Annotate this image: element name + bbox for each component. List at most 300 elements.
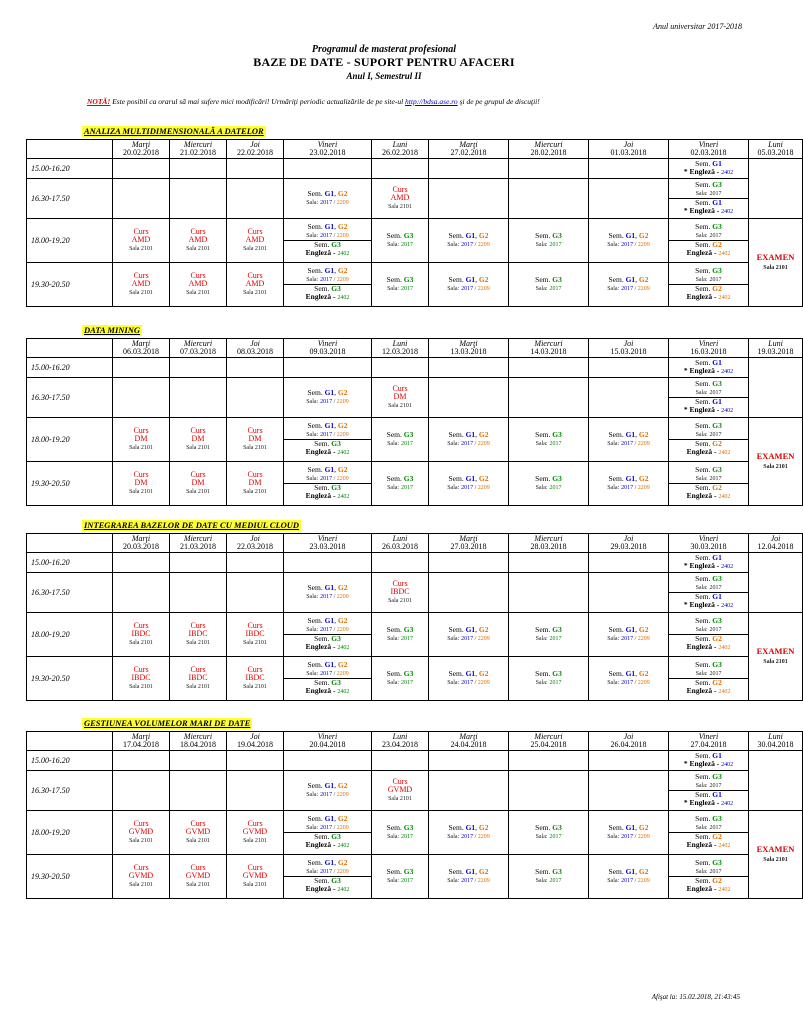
room-prefix: Sala: — [306, 476, 319, 482]
empty-cell — [227, 358, 284, 378]
room-prefix: Sala: — [695, 233, 708, 239]
course-block — [170, 427, 226, 453]
seminar-label: Sem. — [448, 430, 464, 439]
group-g2: G2 — [638, 430, 649, 439]
slot-cell — [227, 219, 284, 263]
course-block — [227, 471, 283, 497]
sep: , — [334, 266, 337, 275]
day-header — [227, 732, 284, 751]
sep: / — [473, 636, 478, 642]
course-abbr: AMD — [131, 278, 151, 288]
group-g1: G1 — [324, 266, 335, 275]
year-semester: Anul I, Semestrul II — [346, 71, 422, 81]
group-g3: G3 — [331, 678, 341, 687]
day-name: Marţi — [131, 534, 151, 543]
room-2017: 2017 — [549, 242, 562, 248]
seminar-label: Sem. — [695, 222, 711, 231]
seminar-label: Sem. — [535, 474, 551, 483]
seminar-g1-g2 — [284, 617, 371, 634]
course-label: Curs — [247, 226, 263, 236]
slot-cell — [429, 418, 509, 462]
day-name: Marţi — [459, 534, 478, 543]
day-date: 18.04.2018 — [180, 740, 216, 749]
day-date: 22.02.2018 — [237, 148, 273, 157]
slot-cell — [429, 613, 509, 657]
seminar-label: Sem. — [314, 678, 330, 687]
room-2209: 2209 — [637, 242, 650, 248]
slot-cell — [284, 855, 372, 899]
seminar-label: Sem. — [695, 159, 711, 168]
group-g3: G3 — [552, 867, 562, 876]
room-prefix: Sala: — [607, 485, 620, 491]
seminar-label: Sem. — [386, 669, 402, 678]
schedule-table — [26, 139, 803, 307]
day-name: Miercuri — [183, 534, 213, 543]
seminar-g1-g2 — [589, 868, 668, 885]
seminar-label: Sem. — [448, 669, 464, 678]
empty-cell — [372, 553, 429, 573]
seminar-g3 — [669, 575, 748, 592]
seminar-g1-g2 — [284, 223, 371, 240]
sep: / — [332, 200, 337, 206]
group-g1: G1 — [625, 669, 636, 678]
note-text-before: Este posibil ca orarul să mai sufere mici modificări! Urmăriţi periodic actualizările de pe site-ul — [110, 97, 406, 106]
group-g3: G3 — [403, 430, 414, 439]
course-block — [170, 820, 226, 846]
english-label: Engleză - — [686, 248, 717, 257]
room-2209: 2209 — [336, 233, 349, 239]
seminar-g1-g2 — [429, 824, 508, 841]
course-abbr: IBDC — [188, 628, 208, 638]
day-name: Miercuri — [534, 140, 563, 149]
room-2402: 2402 — [718, 887, 731, 893]
course-label: Curs — [133, 862, 149, 872]
course-block — [170, 666, 226, 692]
day-name: Joi — [623, 140, 634, 149]
site-link[interactable]: http://bdsa.ase.ro — [405, 97, 458, 106]
group-g2: G2 — [638, 275, 649, 284]
room-label: Sala 2101 — [243, 444, 267, 451]
empty-cell — [113, 378, 170, 418]
room-prefix: Sala: — [306, 432, 319, 438]
exam-label: EXAMEN — [756, 843, 795, 854]
day-name: Joi — [623, 534, 634, 543]
room-prefix: Sala: — [535, 485, 548, 491]
room-prefix: Sala: — [695, 671, 708, 677]
day-date: 23.04.2018 — [382, 740, 418, 749]
group-g1: G1 — [625, 867, 636, 876]
seminar-label: Sem. — [695, 553, 711, 562]
group-g2: G2 — [638, 867, 649, 876]
seminar-g2-english — [669, 877, 748, 894]
room-2017: 2017 — [320, 825, 333, 831]
day-date: 20.04.2018 — [309, 740, 346, 749]
room-prefix: Sala: — [535, 636, 548, 642]
day-header — [749, 732, 803, 751]
day-name: Vineri — [698, 140, 719, 149]
course-block — [113, 864, 169, 890]
seminar-g3 — [669, 181, 748, 198]
sep: / — [473, 286, 478, 292]
group-g1: G1 — [465, 867, 476, 876]
slot-cell — [284, 219, 372, 263]
course-label: Curs — [190, 270, 206, 280]
day-date: 15.03.2018 — [610, 347, 647, 356]
room-2017: 2017 — [400, 441, 413, 447]
seminar-label: Sem. — [695, 379, 711, 388]
day-name: Marţi — [459, 140, 478, 149]
slot-cell — [170, 462, 227, 506]
room-2017: 2017 — [709, 476, 722, 482]
empty-cell — [113, 159, 170, 179]
exam-cell — [749, 811, 803, 899]
room-label: Sala 2101 — [763, 856, 788, 863]
room-2402: 2402 — [721, 762, 734, 768]
empty-cell — [170, 179, 227, 219]
seminar-label: Sem. — [695, 876, 711, 885]
room-2017: 2017 — [709, 783, 722, 789]
course-label: Curs — [392, 184, 408, 194]
group-g1: G1 — [324, 421, 335, 430]
seminar-label: Sem. — [448, 474, 464, 483]
seminar-g3 — [669, 223, 748, 240]
day-date: 20.02.2018 — [123, 148, 159, 157]
course-block — [227, 820, 283, 846]
slot-cell — [429, 462, 509, 506]
seminar-label: Sem. — [535, 823, 551, 832]
seminar-g3-english — [284, 635, 371, 652]
empty-cell — [170, 771, 227, 811]
day-date: 08.03.2018 — [237, 347, 273, 356]
day-header — [749, 534, 803, 553]
day-name: Joi — [250, 534, 260, 543]
room-prefix: Sala: — [695, 191, 708, 197]
seminar-label: Sem. — [307, 814, 323, 823]
program-line: Programul de masterat profesional — [311, 44, 457, 55]
seminar-label: Sem. — [695, 397, 711, 406]
seminar-label: Sem. — [695, 678, 711, 687]
seminar-g3-english — [284, 833, 371, 850]
group-g1: G1 — [712, 553, 722, 562]
exam-label: EXAMEN — [756, 645, 795, 656]
course-block — [170, 471, 226, 497]
room-label: Sala 2101 — [129, 837, 153, 844]
seminar-label: Sem. — [307, 222, 323, 231]
group-g2: G2 — [712, 678, 722, 687]
day-header — [509, 140, 589, 159]
day-date: 21.02.2018 — [180, 148, 216, 157]
room-label: Sala 2101 — [129, 881, 153, 888]
group-g1: G1 — [625, 275, 636, 284]
room-2402: 2402 — [721, 369, 734, 375]
course-abbr: GVMD — [242, 826, 268, 836]
seminar-g1-g2 — [284, 267, 371, 284]
english-label: * Engleză - — [683, 167, 720, 176]
course-abbr: GVMD — [242, 870, 268, 880]
room-2017: 2017 — [549, 485, 562, 491]
seminar-label: Sem. — [695, 790, 711, 799]
room-2017: 2017 — [709, 432, 722, 438]
seminar-g2-english — [669, 635, 748, 652]
day-date: 30.04.2018 — [757, 740, 794, 749]
slot-cell — [429, 657, 509, 701]
room-2017: 2017 — [320, 233, 333, 239]
group-g1: G1 — [465, 625, 476, 634]
seminar-g3 — [669, 773, 748, 790]
day-header — [170, 534, 227, 553]
sep: / — [473, 680, 478, 686]
note — [87, 97, 540, 106]
seminar-g3 — [509, 670, 588, 687]
english-label: * Engleză - — [683, 798, 720, 807]
course-block — [113, 427, 169, 453]
group-g3: G3 — [403, 867, 414, 876]
room-label: Sala 2101 — [186, 639, 210, 646]
group-g3: G3 — [712, 465, 722, 474]
day-header — [113, 732, 170, 751]
empty-cell — [589, 179, 669, 219]
course-abbr: GVMD — [185, 826, 211, 836]
day-date: 05.03.2018 — [757, 148, 794, 157]
room-2017: 2017 — [621, 441, 634, 447]
course-label: Curs — [133, 270, 149, 280]
course-block — [113, 228, 169, 254]
course-label: Curs — [247, 270, 263, 280]
room-2402: 2402 — [721, 564, 734, 570]
seminar-label: Sem. — [448, 275, 464, 284]
slot-cell — [372, 771, 429, 811]
group-g3: G3 — [331, 832, 341, 841]
course-abbr: DM — [191, 433, 205, 443]
room-label: Sala 2101 — [186, 289, 210, 296]
time-slot: 18.00-19.20 — [27, 811, 113, 855]
slot-cell — [372, 179, 429, 219]
course-label: Curs — [190, 620, 206, 630]
sep: / — [332, 476, 337, 482]
day-header — [372, 732, 429, 751]
room-2209: 2209 — [477, 286, 490, 292]
group-g2: G2 — [478, 625, 489, 634]
room-prefix: Sala: — [695, 869, 708, 875]
course-block — [227, 228, 283, 254]
course-block — [227, 864, 283, 890]
room-2209: 2209 — [637, 834, 650, 840]
seminar-label: Sem. — [386, 867, 402, 876]
seminar-label: Sem. — [535, 867, 551, 876]
sep: , — [475, 625, 478, 634]
slot-cell — [284, 811, 372, 855]
empty-cell — [113, 358, 170, 378]
group-g3: G3 — [331, 284, 341, 293]
empty-cell — [113, 553, 170, 573]
course-section — [26, 320, 795, 506]
room-prefix: Sala: — [607, 636, 620, 642]
group-g2: G2 — [337, 616, 348, 625]
slot-cell — [669, 553, 749, 573]
sep: , — [475, 275, 478, 284]
group-g2: G2 — [337, 388, 348, 397]
english-label: * Engleză - — [683, 405, 720, 414]
english-label: Engleză - — [305, 447, 336, 456]
group-g1: G1 — [625, 474, 636, 483]
seminar-g3 — [509, 626, 588, 643]
seminar-g3 — [372, 232, 428, 249]
day-header — [284, 732, 372, 751]
room-2209: 2209 — [336, 476, 349, 482]
course-abbr: GVMD — [387, 784, 413, 794]
group-g3: G3 — [712, 266, 722, 275]
sep: , — [334, 781, 337, 790]
room-2017: 2017 — [709, 869, 722, 875]
seminar-label: Sem. — [608, 823, 624, 832]
room-2017: 2017 — [400, 242, 413, 248]
seminar-g3 — [509, 431, 588, 448]
sep: , — [475, 474, 478, 483]
english-label: Engleză - — [686, 686, 717, 695]
slot-cell — [372, 613, 429, 657]
course-block — [113, 471, 169, 497]
room-2017: 2017 — [549, 636, 562, 642]
group-g1: G1 — [324, 660, 335, 669]
sep: / — [633, 680, 638, 686]
empty-cell — [509, 179, 589, 219]
slot-cell — [227, 657, 284, 701]
day-date: 24.04.2018 — [450, 740, 487, 749]
seminar-g1-g2 — [429, 232, 508, 249]
slot-cell — [589, 811, 669, 855]
empty-cell — [509, 358, 589, 378]
group-g2: G2 — [337, 421, 348, 430]
room-2209: 2209 — [477, 878, 490, 884]
slot-cell — [509, 219, 589, 263]
day-date: 25.04.2018 — [530, 740, 567, 749]
empty-cell — [372, 159, 429, 179]
room-prefix: Sala: — [695, 825, 708, 831]
english-label: Engleză - — [686, 642, 717, 651]
empty-cell — [113, 573, 170, 613]
room-label: Sala 2101 — [186, 837, 210, 844]
day-date: 23.02.2018 — [309, 148, 346, 157]
seminar-g3 — [372, 626, 428, 643]
room-prefix: Sala: — [447, 680, 460, 686]
sep: , — [334, 660, 337, 669]
slot-cell — [113, 462, 170, 506]
group-g1: G1 — [625, 625, 636, 634]
english-label: Engleză - — [686, 884, 717, 893]
room-prefix: Sala: — [387, 441, 400, 447]
room-label: Sala 2101 — [388, 402, 412, 409]
room-2017: 2017 — [621, 242, 634, 248]
room-2017: 2017 — [549, 834, 562, 840]
group-g3: G3 — [712, 379, 722, 388]
group-g3: G3 — [403, 474, 414, 483]
course-label: Curs — [133, 664, 149, 674]
seminar-label: Sem. — [608, 231, 624, 240]
room-label: Sala 2101 — [186, 488, 210, 495]
sep: , — [334, 388, 337, 397]
sep: / — [633, 878, 638, 884]
sep: , — [475, 823, 478, 832]
room-prefix: Sala: — [535, 441, 548, 447]
course-label: Curs — [392, 776, 408, 786]
empty-cell — [227, 179, 284, 219]
day-name: Vineri — [698, 534, 719, 543]
room-2017: 2017 — [709, 233, 722, 239]
empty-cell — [589, 751, 669, 771]
room-2402: 2402 — [337, 645, 350, 651]
day-date: 02.03.2018 — [690, 148, 727, 157]
room-2402: 2402 — [337, 494, 350, 500]
slot-cell — [113, 418, 170, 462]
room-2209: 2209 — [637, 680, 650, 686]
room-2017: 2017 — [400, 286, 413, 292]
sep: , — [475, 867, 478, 876]
time-slot: 16.30-17.50 — [27, 573, 113, 613]
day-header — [589, 732, 669, 751]
sep: / — [332, 233, 337, 239]
day-header — [372, 534, 429, 553]
room-2017: 2017 — [400, 485, 413, 491]
room-prefix: Sala: — [306, 869, 319, 875]
day-header — [227, 534, 284, 553]
room-2017: 2017 — [621, 286, 634, 292]
slot-cell — [227, 613, 284, 657]
seminar-label: Sem. — [386, 625, 402, 634]
sep: , — [635, 231, 638, 240]
slot-cell — [227, 855, 284, 899]
seminar-label: Sem. — [307, 421, 323, 430]
empty-cell — [749, 358, 803, 418]
course-label: Curs — [247, 664, 263, 674]
course-label: Curs — [247, 620, 263, 630]
sep: / — [332, 869, 337, 875]
seminar-g1-english — [669, 593, 748, 610]
day-name: Vineri — [698, 732, 719, 741]
slot-cell — [170, 263, 227, 307]
day-date: 01.03.2018 — [610, 148, 647, 157]
day-header — [429, 534, 509, 553]
room-label: Sala 2101 — [243, 837, 267, 844]
room-2017: 2017 — [320, 200, 333, 206]
sep: , — [475, 231, 478, 240]
seminar-g1-g2 — [284, 782, 371, 799]
note-label: NOTĂ! — [87, 97, 111, 106]
seminar-label: Sem. — [695, 284, 711, 293]
room-2209: 2209 — [477, 242, 490, 248]
room-2017: 2017 — [621, 878, 634, 884]
group-g2: G2 — [337, 583, 348, 592]
room-2017: 2017 — [320, 277, 333, 283]
time-header — [27, 534, 113, 553]
empty-cell — [170, 573, 227, 613]
room-label: Sala 2101 — [243, 245, 267, 252]
room-2017: 2017 — [320, 594, 333, 600]
course-block — [227, 666, 283, 692]
day-name: Marţi — [131, 339, 151, 348]
empty-cell — [589, 159, 669, 179]
room-2209: 2209 — [336, 399, 349, 405]
room-prefix: Sala: — [447, 636, 460, 642]
academic-year: Anul universitar 2017-2018 — [653, 22, 742, 31]
room-prefix: Sala: — [607, 834, 620, 840]
course-abbr: AMD — [188, 278, 208, 288]
group-g1: G1 — [465, 474, 476, 483]
group-g1: G1 — [465, 669, 476, 678]
empty-cell — [227, 378, 284, 418]
room-2209: 2209 — [336, 627, 349, 633]
room-prefix: Sala: — [607, 286, 620, 292]
seminar-g1-g2 — [589, 626, 668, 643]
